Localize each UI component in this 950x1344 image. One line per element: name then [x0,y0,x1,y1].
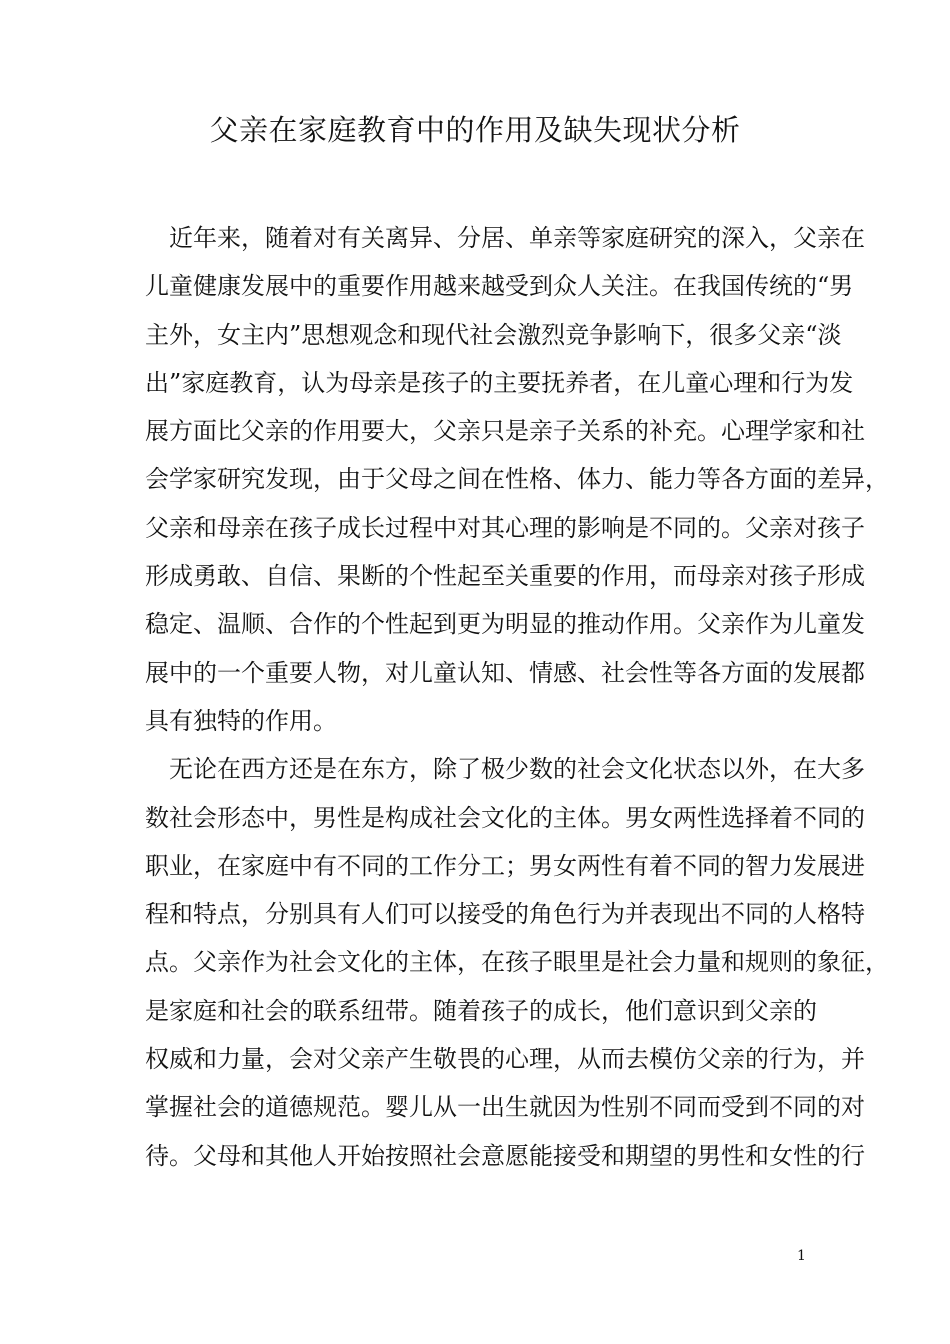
document-body [145,214,889,1180]
text-line: 具有独特的作用。 [145,706,337,735]
text-line: 稳定、温顺、合作的个性起到更为明显的推动作用。父亲作为儿童发 [145,610,865,639]
text-line: 是家庭和社会的联系纽带。随着孩子的成长，他们意识到父亲的 [145,996,817,1025]
page-number: 1 [797,1248,806,1264]
text-line: 无论在西方还是在东方，除了极少数的社会文化状态以外，在大多 [169,755,865,784]
paragraph-1 [145,214,889,745]
paragraph-2 [145,745,889,1180]
text-line: 会学家研究发现，由于父母之间在性格、体力、能力等各方面的差异， [145,465,889,494]
text-line: 儿童健康发展中的重要作用越来越受到众人关注。在我国传统的“男 [145,272,854,301]
text-line: 点。父亲作为社会文化的主体，在孩子眼里是社会力量和规则的象征， [145,948,889,977]
text-line: 近年来，随着对有关离异、分居、单亲等家庭研究的深入，父亲在 [169,224,865,252]
text-line: 形成勇敢、自信、果断的个性起至关重要的作用，而母亲对孩子形成 [145,562,865,591]
document-title: 父亲在家庭教育中的作用及缺失现状分析 [209,113,741,147]
text-line: 出”家庭教育，认为母亲是孩子的主要抚养者，在儿童心理和行为发 [145,368,854,397]
text-line: 父亲和母亲在孩子成长过程中对其心理的影响是不同的。父亲对孩子 [145,513,865,542]
text-line: 待。父母和其他人开始按照社会意愿能接受和期望的男性和女性的行 [145,1141,865,1170]
text-line: 数社会形态中，男性是构成社会文化的主体。男女两性选择着不同的 [145,803,865,832]
text-line: 展方面比父亲的作用要大，父亲只是亲子关系的补充。心理学家和社 [145,417,865,446]
text-line: 主外，女主内”思想观念和现代社会激烈竞争影响下，很多父亲“淡 [145,320,842,349]
text-line: 权威和力量，会对父亲产生敬畏的心理，从而去模仿父亲的行为，并 [145,1045,865,1074]
text-line: 职业，在家庭中有不同的工作分工；男女两性有着不同的智力发展进 [145,851,865,880]
text-line: 掌握社会的道德规范。婴儿从一出生就因为性别不同而受到不同的对 [145,1093,865,1122]
text-line: 展中的一个重要人物，对儿童认知、情感、社会性等各方面的发展都 [145,658,865,687]
text-line: 程和特点，分别具有人们可以接受的角色行为并表现出不同的人格特 [145,900,865,929]
